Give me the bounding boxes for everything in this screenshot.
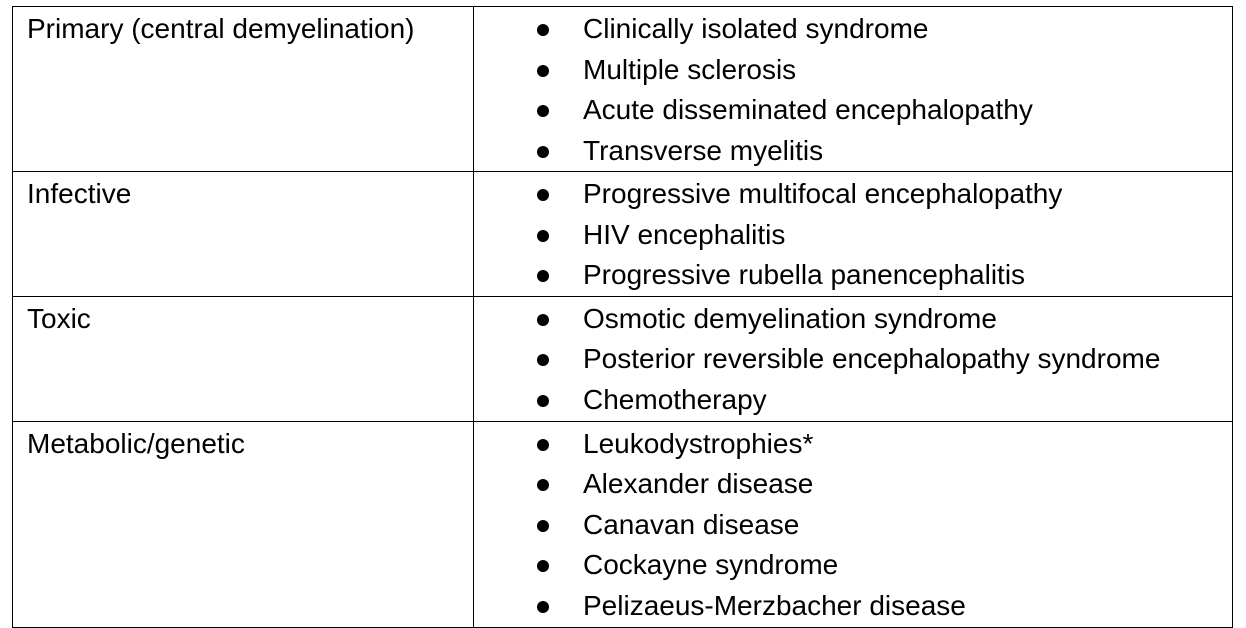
list-item xyxy=(474,380,1232,421)
list-item-text: Progressive multifocal encephalopathy xyxy=(583,178,1063,209)
list-item xyxy=(474,299,1232,340)
category-cell: Metabolic/genetic xyxy=(13,421,474,627)
classification-table-container xyxy=(12,6,1233,628)
list-item-text: Clinically isolated syndrome xyxy=(583,13,929,44)
bullet-icon xyxy=(537,560,549,572)
items-cell xyxy=(474,421,1233,627)
bullet-list xyxy=(474,424,1232,627)
list-item xyxy=(474,545,1232,586)
bullet-icon xyxy=(537,65,549,77)
bullet-icon xyxy=(537,395,549,407)
list-item xyxy=(474,505,1232,546)
bullet-icon xyxy=(537,439,549,451)
bullet-icon xyxy=(537,189,549,201)
bullet-icon xyxy=(537,314,549,326)
list-item xyxy=(474,174,1232,215)
list-item-text: Multiple sclerosis xyxy=(583,53,797,85)
list-item-text: Transverse myelitis xyxy=(583,134,824,166)
bullet-list xyxy=(474,299,1232,421)
category-cell: Infective xyxy=(13,172,474,297)
list-item xyxy=(474,255,1232,296)
bullet-icon xyxy=(537,520,549,532)
list-item-text: Acute disseminated encephalopathy xyxy=(583,94,1033,125)
list-item-text: Chemotherapy xyxy=(583,383,767,415)
list-item-text: Canavan disease xyxy=(583,508,800,540)
list-item xyxy=(474,90,1232,131)
list-item xyxy=(474,9,1232,50)
bullet-list xyxy=(474,174,1232,296)
category-cell: Toxic xyxy=(13,296,474,421)
table-row xyxy=(13,296,1233,421)
list-item xyxy=(474,339,1232,380)
category-cell: Primary (central demyelination) xyxy=(13,7,474,172)
list-item xyxy=(474,50,1232,91)
list-item-text: Osmotic demyelination syndrome xyxy=(583,302,997,334)
list-item xyxy=(474,424,1232,465)
table-row xyxy=(13,421,1233,627)
list-item-text: Alexander disease xyxy=(583,468,814,499)
list-item-text: HIV encephalitis xyxy=(583,218,786,250)
bullet-icon xyxy=(537,105,549,117)
list-item xyxy=(474,464,1232,505)
list-item-text: Pelizaeus-Merzbacher disease xyxy=(583,589,966,621)
list-item xyxy=(474,131,1232,172)
list-item xyxy=(474,586,1232,627)
bullet-icon xyxy=(537,24,549,36)
bullet-icon xyxy=(537,230,549,242)
bullet-icon xyxy=(537,354,549,366)
list-item-text: Progressive rubella panencephalitis xyxy=(583,259,1026,290)
bullet-icon xyxy=(537,146,549,158)
list-item-text: Posterior reversible encephalopathy syndrome xyxy=(583,343,1161,374)
list-item-text: Leukodystrophies* xyxy=(583,427,814,459)
items-cell xyxy=(474,7,1233,172)
bullet-list xyxy=(474,9,1232,171)
bullet-icon xyxy=(537,601,549,613)
items-cell xyxy=(474,296,1233,421)
list-item xyxy=(474,215,1232,256)
list-item-text: Cockayne syndrome xyxy=(583,549,839,580)
bullet-icon xyxy=(537,479,549,491)
items-cell xyxy=(474,172,1233,297)
table-row xyxy=(13,7,1233,172)
table-row xyxy=(13,172,1233,297)
bullet-icon xyxy=(537,270,549,282)
classification-table xyxy=(12,6,1233,628)
